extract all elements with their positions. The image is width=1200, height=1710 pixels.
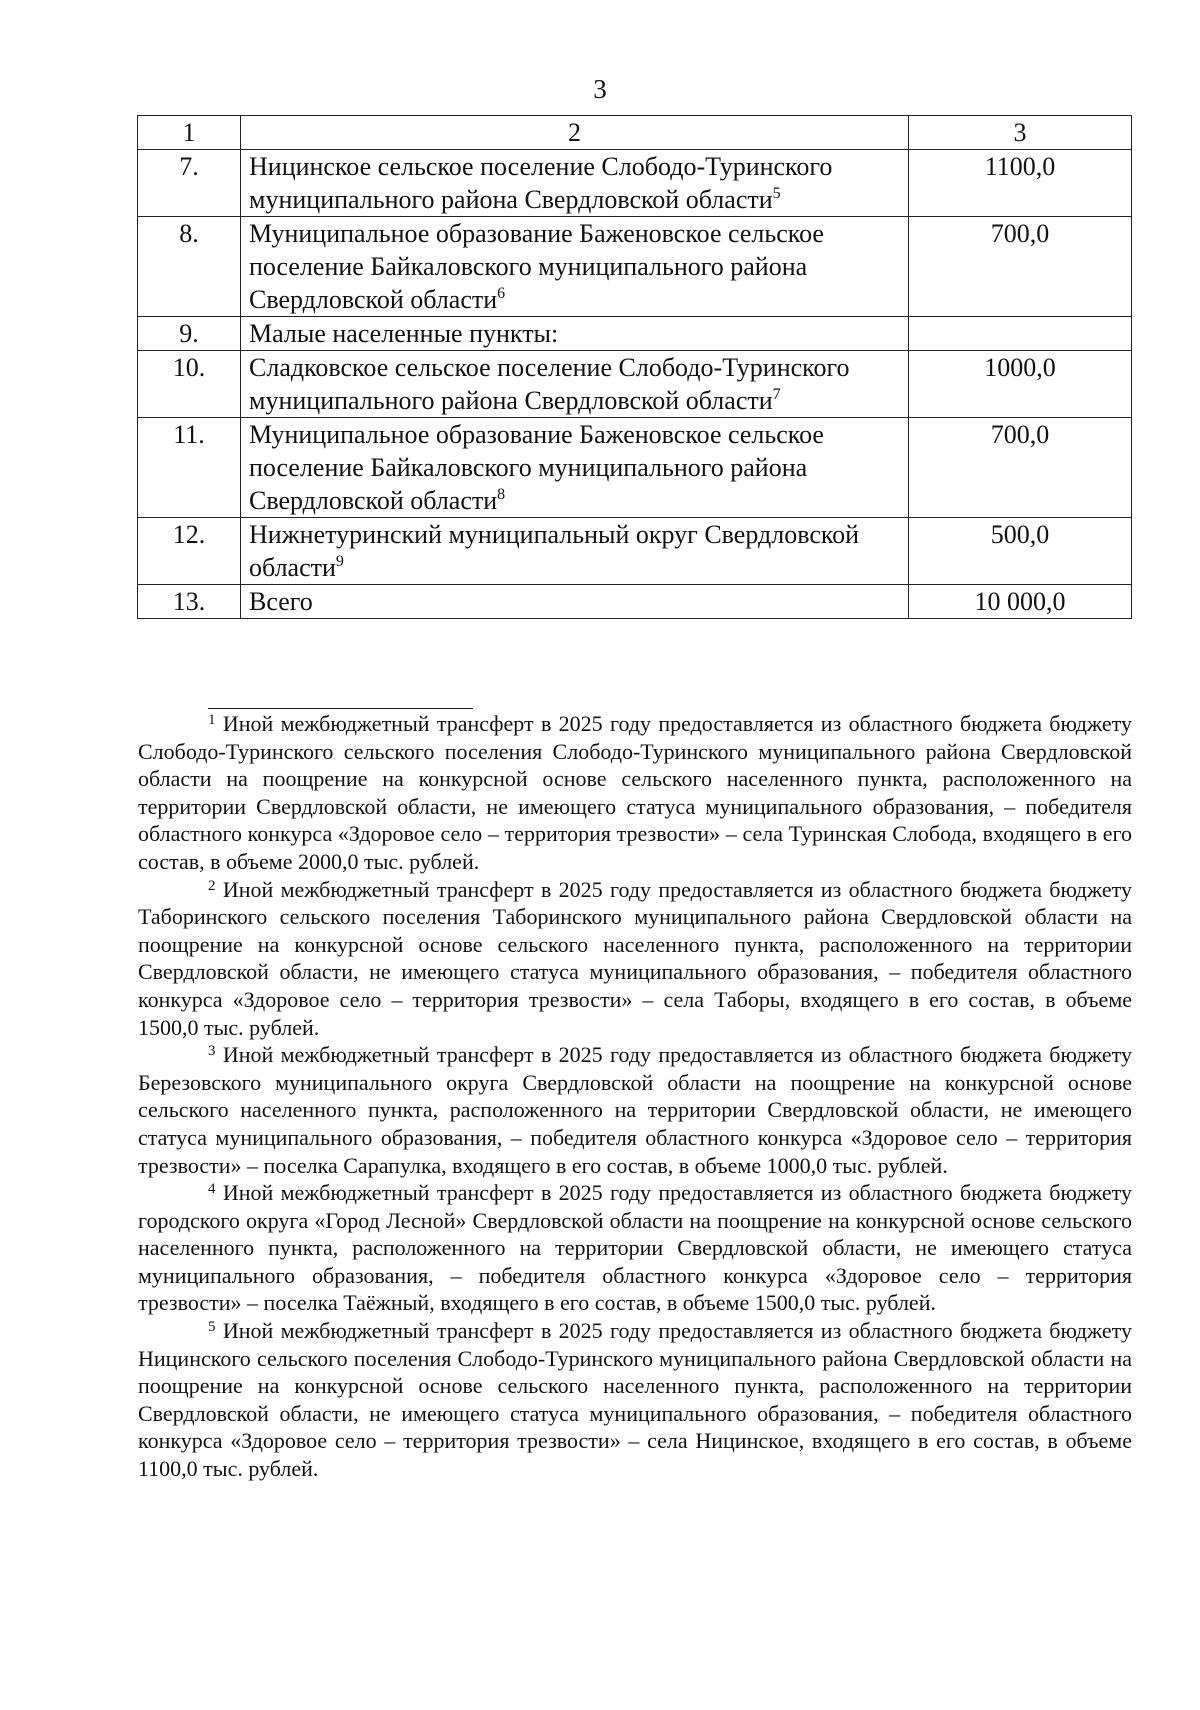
header-cell-1: 1 — [138, 116, 241, 150]
row-number: 9. — [138, 317, 241, 351]
footnote-ref: 9 — [335, 553, 344, 570]
footnote-ref: 5 — [772, 185, 781, 202]
footnote-text: Иной межбюджетный трансферт в 2025 году предоставляется из областного бюджета бюджету Березовского муниципального округа Свердловской области на поощрение на конкурсной основе сельского населенного пункта, расположенного на территории Свердловской области, не имеющего статуса муниципального образования, – победителя областного конкурса «Здоровое село – территория трезвости» – поселка Сарапулка, входящего в его состав, в объеме 1000,0 тыс. рублей. — [138, 1042, 1132, 1178]
footnote — [138, 1179, 1132, 1317]
row-name-cell — [241, 317, 909, 351]
row-value: 1000,0 — [909, 351, 1132, 418]
footnote-text: Иной межбюджетный трансферт в 2025 году предоставляется из областного бюджета бюджету Таборинского сельского поселения Таборинского муниципального района Свердловской области на поощрение на конкурсной основе сельского населенного пункта, расположенного на территории Свердловской области, не имеющего статуса муниципального образования, – победителя областного конкурса «Здоровое село – территория трезвости» – села Таборы, входящего в его состав, в объеме 1500,0 тыс. рублей. — [138, 876, 1132, 1040]
row-name-cell — [241, 150, 909, 217]
row-name: Муниципальное образование Баженовское сельское поселение Байкаловского муниципального района Свердловской области — [249, 420, 824, 515]
footnote-text: Иной межбюджетный трансферт в 2025 году предоставляется из областного бюджета бюджету городского округа «Город Лесной» Свердловской области на поощрение на конкурсной основе сельского населенного пункта, расположенного на территории Свердловской области, не имеющего статуса муниципального образования, – победителя областного конкурса «Здоровое село – территория трезвости» – поселка Таёжный, входящего в его состав, в объеме 1500,0 тыс. рублей. — [138, 1180, 1132, 1316]
row-number: 8. — [138, 217, 241, 317]
row-value: 500,0 — [909, 518, 1132, 585]
footnote-mark: 1 — [208, 712, 216, 728]
footnote-mark: 3 — [208, 1043, 216, 1060]
row-value: 1100,0 — [909, 150, 1132, 217]
footnote-mark: 4 — [208, 1181, 216, 1198]
row-name: Сладковское сельское поселение Слободо-Туринского муниципального района Свердловской области — [249, 353, 850, 415]
row-number: 13. — [138, 585, 241, 619]
row-name: Ницинское сельское поселение Слободо-Туринского муниципального района Свердловской области — [249, 152, 833, 214]
footnote — [138, 710, 1132, 876]
row-name: Всего — [249, 587, 313, 616]
row-name-cell — [241, 518, 909, 585]
row-name-cell — [241, 351, 909, 418]
row-name: Нижнетуринский муниципальный округ Свердловской области — [249, 520, 860, 582]
page-number: 3 — [593, 74, 607, 104]
table-row — [138, 518, 1132, 585]
footnote-mark: 5 — [208, 1319, 216, 1336]
row-name-cell — [241, 585, 909, 619]
row-number: 11. — [138, 418, 241, 518]
row-number: 10. — [138, 351, 241, 418]
table-row — [138, 217, 1132, 317]
footnote-text: Иной межбюджетный трансферт в 2025 году предоставляется из областного бюджета бюджету Слободо-Туринского сельского поселения Слободо-Туринского муниципального района Свердловской области на поощрение на конкурсной основе сельского населенного пункта, расположенного на территории Свердловской области, не имеющего статуса муниципального образования, – победителя областного конкурса «Здоровое село – территория трезвости» – села Туринская Слобода, входящего в его состав, в объеме 2000,0 тыс. рублей. — [138, 711, 1132, 874]
header-cell-3: 3 — [909, 116, 1132, 150]
footnote-mark: 2 — [208, 877, 216, 894]
row-value: 700,0 — [909, 217, 1132, 317]
table-row — [138, 418, 1132, 518]
footnote — [138, 1317, 1132, 1483]
header-cell-2: 2 — [241, 116, 909, 150]
row-value: 10 000,0 — [909, 585, 1132, 619]
footnote-separator — [208, 708, 473, 709]
row-value — [909, 317, 1132, 351]
row-number: 7. — [138, 150, 241, 217]
table-row — [138, 150, 1132, 217]
row-name-cell — [241, 217, 909, 317]
table-row-total — [138, 585, 1132, 619]
row-number: 12. — [138, 518, 241, 585]
footnote-ref: 6 — [497, 285, 506, 302]
footnote — [138, 1041, 1132, 1179]
table-row — [138, 351, 1132, 418]
footnote-ref: 8 — [497, 486, 506, 503]
allocation-table — [137, 115, 1132, 619]
footnote-ref: 7 — [772, 386, 781, 403]
footnote-text: Иной межбюджетный трансферт в 2025 году предоставляется из областного бюджета бюджету Ницинского сельского поселения Слободо-Туринского муниципального района Свердловской области на поощрение на конкурсной основе сельского населенного пункта, расположенного на территории Свердловской области, не имеющего статуса муниципального образования, – победителя областного конкурса «Здоровое село – территория трезвости» – села Ницинское, входящего в его состав, в объеме 1100,0 тыс. рублей. — [138, 1318, 1132, 1482]
row-name: Малые населенные пункты: — [249, 319, 559, 348]
table-row — [138, 317, 1132, 351]
footnote — [138, 876, 1132, 1042]
footnotes — [138, 710, 1132, 1483]
row-name-cell — [241, 418, 909, 518]
row-value: 700,0 — [909, 418, 1132, 518]
table-header-row — [138, 116, 1132, 150]
row-name: Муниципальное образование Баженовское сельское поселение Байкаловского муниципального района Свердловской области — [249, 219, 824, 314]
